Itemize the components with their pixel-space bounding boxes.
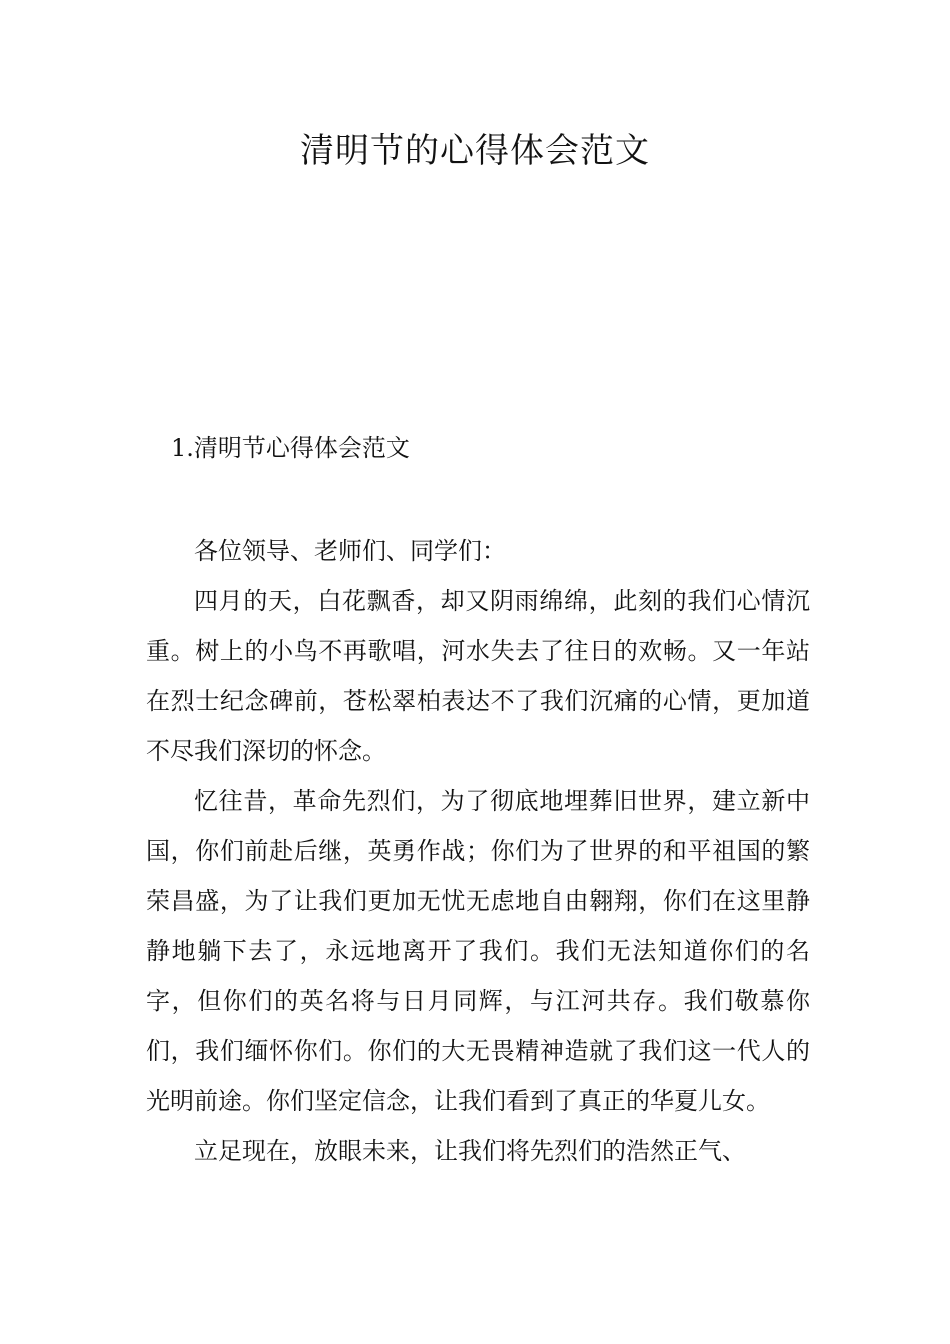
document-title: 清明节的心得体会范文	[300, 131, 650, 171]
paragraph: 四月的天，白花飘香，却又阴雨绵绵，此刻的我们心情沉重。树上的小鸟不再歌唱，河水失去了往日的欢畅。又一年站在烈士纪念碑前，苍松翠柏表达不了我们沉痛的心情，更加道不尽我们深切的怀念。	[146, 587, 810, 765]
section-heading: 1.清明节心得体会范文	[171, 434, 410, 462]
paragraph: 立足现在，放眼未来，让我们将先烈们的浩然正气、	[194, 1137, 746, 1165]
paragraph: 忆往昔，革命先烈们，为了彻底地埋葬旧世界，建立新中国，你们前赴后继，英勇作战；你们为了世界的和平祖国的繁荣昌盛，为了让我们更加无忧无虑地自由翱翔，你们在这里静静地躺下去了，永远地离开了我们。我们无法知道你们的名字，但你们的英名将与日月同辉，与江河共存。我们敬慕你们，我们缅怀你们。你们的大无畏精神造就了我们这一代人的光明前途。你们坚定信念，让我们看到了真正的华夏儿女。	[146, 787, 810, 1115]
document-body	[146, 526, 810, 1176]
paragraph-greeting: 各位领导、老师们、同学们：	[194, 537, 506, 565]
